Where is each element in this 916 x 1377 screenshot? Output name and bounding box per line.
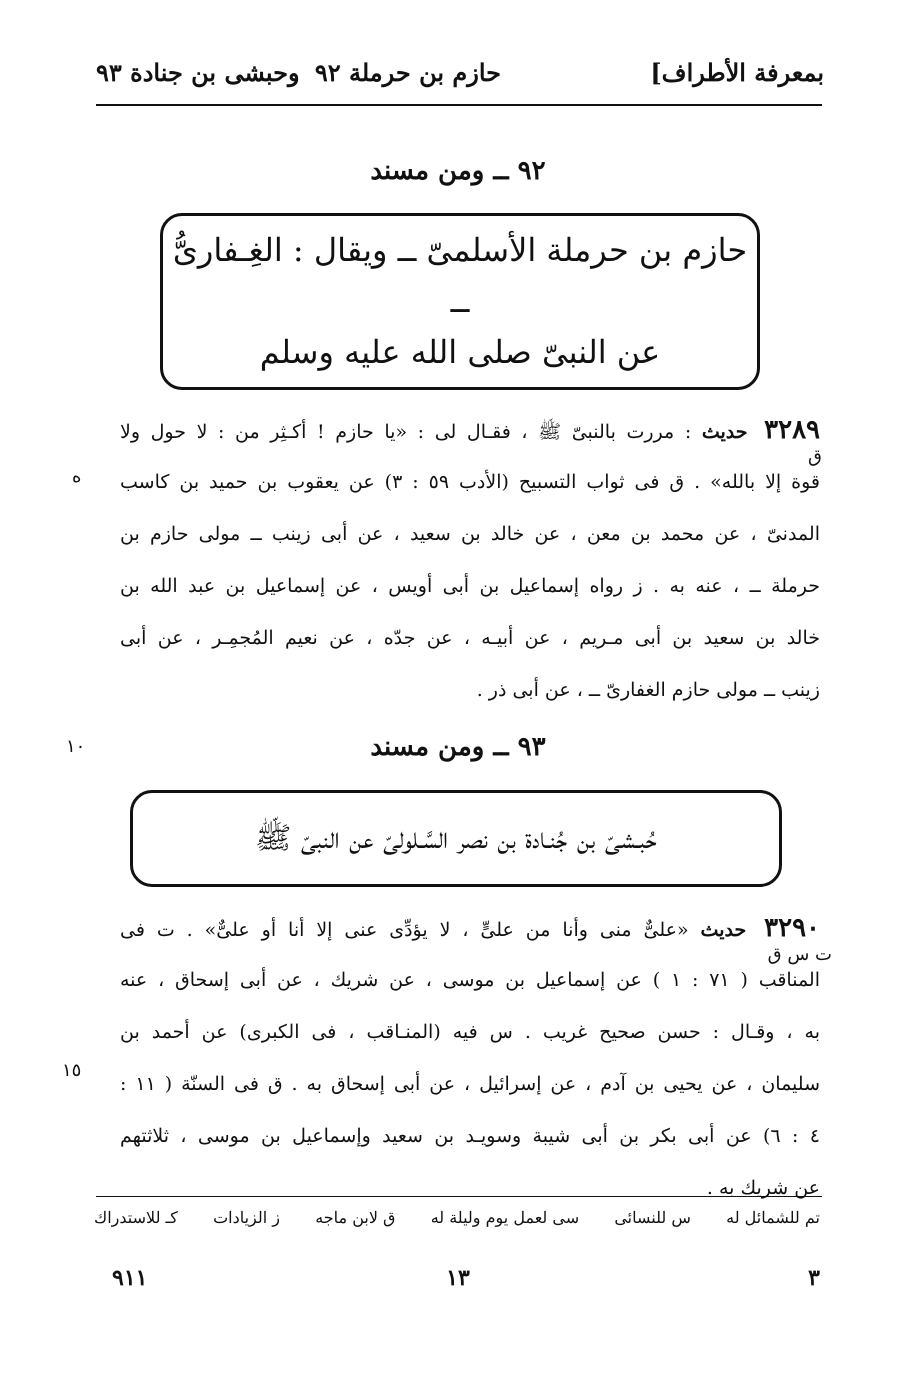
- line-marker-15: ١٥: [62, 1060, 82, 1081]
- legend-item: س للنسائى: [614, 1208, 691, 1227]
- hadith-label: حديث: [701, 421, 748, 443]
- footnote-rule: [96, 1196, 822, 1197]
- hadith-3289-line-1: ٣٢٨٩ حديث : مررت بالنبىّ ﷺ ، فقـال لى : «يا حازم ! أكـثِر من : لا حول ولا: [120, 415, 820, 445]
- hadith-3289-line-4: حرملة ــ ، عنه به . ز رواه إسماعيل بن أبى أويس ، عن إسماعيل بن عبد الله بن: [120, 575, 820, 597]
- line-marker-10: ١٠: [66, 736, 86, 757]
- section-92-box: [160, 213, 760, 390]
- hadith-3290: [120, 902, 820, 1214]
- hadith-3290-margin-sigla: ت س ق: [767, 944, 832, 965]
- hadith-number: ٣٢٩٠: [764, 913, 820, 943]
- legend-item: تم للشمائل له: [726, 1208, 820, 1227]
- header-entry-92: حازم بن حرملة ٩٢: [314, 58, 501, 87]
- header-book-title: بمعرفة الأطراف]: [650, 58, 824, 87]
- section-93-name-line: حُبـشىّ بن جُنـادة بن نصر السَّـلولىّ عن النبىّ ﷺ: [255, 820, 657, 856]
- hadith-3290-line-1: ٣٢٩٠ حديث «علىٌّ منى وأنا من علىٍّ ، لا يؤدِّى عنى إلا أنا أو علىٌّ» . ت فى: [120, 913, 820, 943]
- section-92-title: ٩٢ ــ ومن مسند: [370, 156, 546, 186]
- line-marker-5: ه: [72, 466, 82, 487]
- hadith-3289-line-2: قوة إلا بالله» . ق فى ثواب التسبيح (الأدب ٥٩ : ٣) عن يعقوب بن حميد بن كاسب: [120, 471, 820, 493]
- section-92-attribution-line: عن النبىّ صلى الله عليه وسلم: [259, 333, 661, 372]
- signature-gathering: ١٣: [446, 1265, 470, 1291]
- hadith-3289: [120, 404, 820, 716]
- header-rule: [96, 104, 822, 106]
- legend-item: سى لعمل يوم وليلة له: [430, 1208, 580, 1227]
- header-entry-93: وحبشى بن جنادة ٩٣: [96, 58, 300, 87]
- signature-volume: ٣: [808, 1265, 820, 1291]
- hadith-3290-line-5: ٤ : ٦) عن أبى بكر بن أبى شيبة وسويـد بن سعيد وإسماعيل بن موسى ، ثلاثتهم: [120, 1125, 820, 1147]
- hadith-label: حديث: [700, 919, 747, 941]
- section-93-box: [130, 790, 782, 887]
- hadith-3290-line-3: به ، وقـال : حسن صحيح غريب . س فيه (المنـاقب ، فى الكبرى) عن أحمد بن: [120, 1021, 820, 1043]
- footnote-legend: [94, 1208, 820, 1227]
- hadith-3289-line-3: المدنىّ ، عن محمد بن معن ، عن خالد بن سعيد ، عن أبى زينب ــ مولى حازم بن: [120, 523, 820, 545]
- hadith-number: ٣٢٨٩: [764, 415, 820, 445]
- hadith-3290-line-6: عن شريك به .: [706, 1177, 820, 1199]
- hadith-3289-margin-siglum: ق: [808, 446, 822, 467]
- hadith-3289-line-6: زينب ــ مولى حازم الغفارىّ ــ ، عن أبى ذر .: [476, 679, 820, 701]
- hadith-3290-line-4: سليمان ، عن يحيى بن آدم ، عن إسرائيل ، عن أبى إسحاق به . ق فى السنّة ( ١١ :: [120, 1073, 820, 1095]
- legend-item: ق لابن ماجه: [315, 1208, 396, 1227]
- signature-page-number: ٩١١: [112, 1265, 148, 1291]
- legend-item: كـ للاستدراك: [94, 1208, 178, 1227]
- hadith-3289-line-5: خالد بن سعيد بن أبى مـريم ، عن أبيـه ، عن جدّه ، عن نعيم المُجمِـر ، عن أبى: [120, 627, 820, 649]
- section-92-name-line: حازم بن حرملة الأسلمىّ ــ ويقال : الغِـفارىُّ ــ: [172, 230, 748, 320]
- legend-item: ز الزيادات: [213, 1208, 280, 1227]
- hadith-3290-line-2: المناقب ( ٧١ : ١ ) عن إسماعيل بن موسى ، عن شريك ، عن أبى إسحاق ، عنه: [120, 969, 820, 991]
- section-93-title: ٩٣ ــ ومن مسند: [370, 732, 546, 762]
